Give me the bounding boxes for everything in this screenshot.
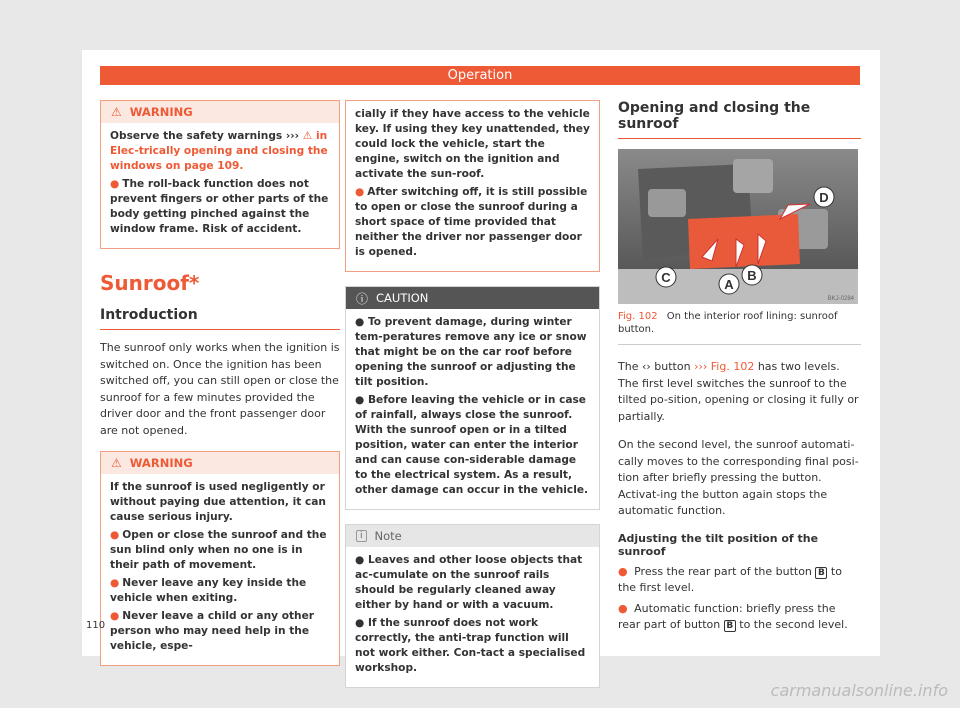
subsection-title: Opening and closing the sunroof bbox=[618, 100, 861, 139]
subsection-title: Introduction bbox=[100, 307, 340, 330]
caution-body bbox=[346, 309, 599, 509]
warning-paragraph: cially if they have access to the vehicle key. If using they key unattended, they could lock the vehicle, start the engine, switch on the ignition and activate the sun-roof. bbox=[355, 108, 590, 180]
note-label: Note bbox=[374, 529, 402, 543]
figure-code: BKJ-0284 bbox=[827, 296, 854, 302]
key-b-badge: B bbox=[815, 567, 827, 579]
warning-header bbox=[101, 452, 339, 474]
key-b-badge: B bbox=[724, 620, 736, 632]
bullet-text: If the sunroof does not work correctly, the anti-trap function will not work either. Con-tact a specialised workshop. bbox=[355, 617, 586, 674]
label-d: D bbox=[819, 190, 829, 205]
bullet-text: After switching off, it is still possible to open or close the sunroof during a short space of time provided that neither the driver nor passenger door is opened. bbox=[355, 186, 588, 258]
bullet-icon: ● bbox=[110, 610, 120, 622]
bullet-text: Leaves and other loose objects that ac-cumulate on the sunroof rails should be regularly cleaned away either by hand or with a vacuum. bbox=[355, 554, 583, 611]
warning-triangle-icon: ⚠ bbox=[111, 456, 122, 470]
caution-header bbox=[346, 287, 599, 309]
column-3 bbox=[618, 100, 861, 646]
label-c: C bbox=[661, 270, 671, 285]
text: button bbox=[654, 360, 691, 373]
subheading-tilt: Adjusting the tilt position of the sunroof bbox=[618, 531, 819, 558]
bullet-tilt-1 bbox=[618, 564, 861, 597]
sunroof-button-icon: ‹› bbox=[641, 360, 651, 373]
warning-box-windows bbox=[100, 100, 340, 249]
info-square-icon: i bbox=[356, 530, 367, 542]
warning-label: WARNING bbox=[129, 456, 193, 470]
warning-box-sunroof bbox=[100, 451, 340, 666]
caution-bullet bbox=[355, 393, 591, 498]
warning-header bbox=[101, 101, 339, 123]
bullet-text: Open or close the sunroof and the sun blind only when no one is in their path of movement. bbox=[110, 529, 327, 571]
bullet-icon: ● bbox=[355, 186, 365, 198]
warning-text: Observe the safety warnings ››› bbox=[110, 130, 300, 142]
bullet-tilt-2 bbox=[618, 601, 861, 634]
bullet-icon: ● bbox=[355, 617, 368, 629]
note-body bbox=[346, 547, 599, 687]
warning-label: WARNING bbox=[129, 105, 193, 119]
cross-reference-link[interactable]: in Elec-trically opening and closing the windows on page 109. bbox=[110, 130, 328, 172]
column-1 bbox=[100, 100, 340, 680]
paragraph-second-level: On the second level, the sunroof automati-cally moves to the corresponding final posi-tion after briefly pressing the button. Activat-ing the button again stops the automatic function. bbox=[618, 438, 859, 517]
page-header: Operation bbox=[100, 66, 860, 85]
warning-triangle-icon: ⚠ bbox=[111, 105, 122, 119]
note-bullet bbox=[355, 553, 591, 613]
figure-number: Fig. 102 bbox=[618, 311, 658, 322]
intro-paragraph: The sunroof only works when the ignition is switched on. Once the ignition has been switched off, you can still open or close the sunroof for a few minutes provided the driver door and the front passenger door are not opened. bbox=[100, 341, 340, 437]
note-box bbox=[345, 524, 600, 688]
caption-text: On the interior roof lining: sunroof button. bbox=[618, 311, 838, 335]
bullet-text: Never leave a child or any other person who may need help in the vehicle, espe- bbox=[110, 610, 315, 652]
paragraph-levels bbox=[618, 359, 861, 425]
sunroof-illustration bbox=[618, 149, 858, 304]
warning-bullet bbox=[110, 528, 331, 573]
warning-body bbox=[101, 474, 339, 665]
bullet-text: The roll-back function does not prevent fingers or other parts of the body getting pinched against the window frame. Risk of accident. bbox=[110, 178, 329, 235]
bullet-icon: ● bbox=[355, 316, 368, 328]
bullet-text: Before leaving the vehicle or in case of rainfall, always close the sunroof. With the sunroof open or in a tilted position, water can enter the interior and can cause con-siderable damage to the electrical system. As a result, other damage can occur in the vehicle. bbox=[355, 394, 589, 496]
bullet-icon: ● bbox=[355, 394, 368, 406]
warning-box-continued bbox=[345, 100, 600, 272]
bullet-icon: ● bbox=[618, 564, 628, 578]
warning-bullet bbox=[110, 609, 331, 654]
warning-bullet bbox=[355, 185, 591, 260]
warning-body bbox=[101, 123, 339, 248]
text: Automatic function: briefly press the rear part of button bbox=[618, 601, 836, 631]
figure-caption bbox=[618, 310, 861, 345]
label-b: B bbox=[747, 268, 757, 283]
caution-box bbox=[345, 286, 600, 510]
text: to the first level. bbox=[618, 564, 842, 594]
column-2 bbox=[345, 100, 600, 702]
text: Press the rear part of the button bbox=[634, 564, 812, 578]
warning-paragraph: If the sunroof is used negligently or without paying due attention, it can cause serious injury. bbox=[110, 481, 326, 523]
caution-label: CAUTION bbox=[376, 291, 429, 305]
bullet-icon: ● bbox=[355, 554, 368, 566]
label-a: A bbox=[724, 277, 734, 292]
page-number: 110 bbox=[86, 620, 106, 631]
text: has two levels. The first level switches the sunroof to the tilted po-sition, opening or closing it fully or partially. bbox=[618, 360, 859, 423]
bullet-icon: ● bbox=[110, 529, 120, 541]
caution-bullet bbox=[355, 315, 591, 390]
note-header bbox=[346, 525, 599, 547]
figure-link[interactable]: ››› Fig. 102 bbox=[694, 360, 755, 373]
bullet-text: To prevent damage, during winter tem-peratures remove any ice or snow that might be on the car roof before opening the sunroof or adjusting the tilt position. bbox=[355, 316, 587, 388]
text: The bbox=[618, 360, 639, 373]
section-title: Sunroof* bbox=[100, 271, 200, 295]
warning-triangle-icon: ⚠ bbox=[302, 130, 313, 142]
bullet-icon: ● bbox=[110, 577, 120, 589]
bullet-text: Never leave any key inside the vehicle when exiting. bbox=[110, 577, 307, 604]
watermark: carmanualsonline.info bbox=[770, 681, 948, 700]
bullet-icon: ● bbox=[110, 178, 120, 190]
sunroof-button-figure bbox=[618, 149, 858, 304]
warning-body bbox=[346, 101, 599, 271]
warning-paragraph bbox=[110, 129, 331, 174]
warning-bullet bbox=[110, 576, 331, 606]
warning-bullet bbox=[110, 177, 331, 237]
info-circle-icon: ⓘ bbox=[356, 291, 369, 306]
note-bullet bbox=[355, 616, 591, 676]
text: to the second level. bbox=[739, 618, 848, 631]
bullet-icon: ● bbox=[618, 601, 628, 615]
